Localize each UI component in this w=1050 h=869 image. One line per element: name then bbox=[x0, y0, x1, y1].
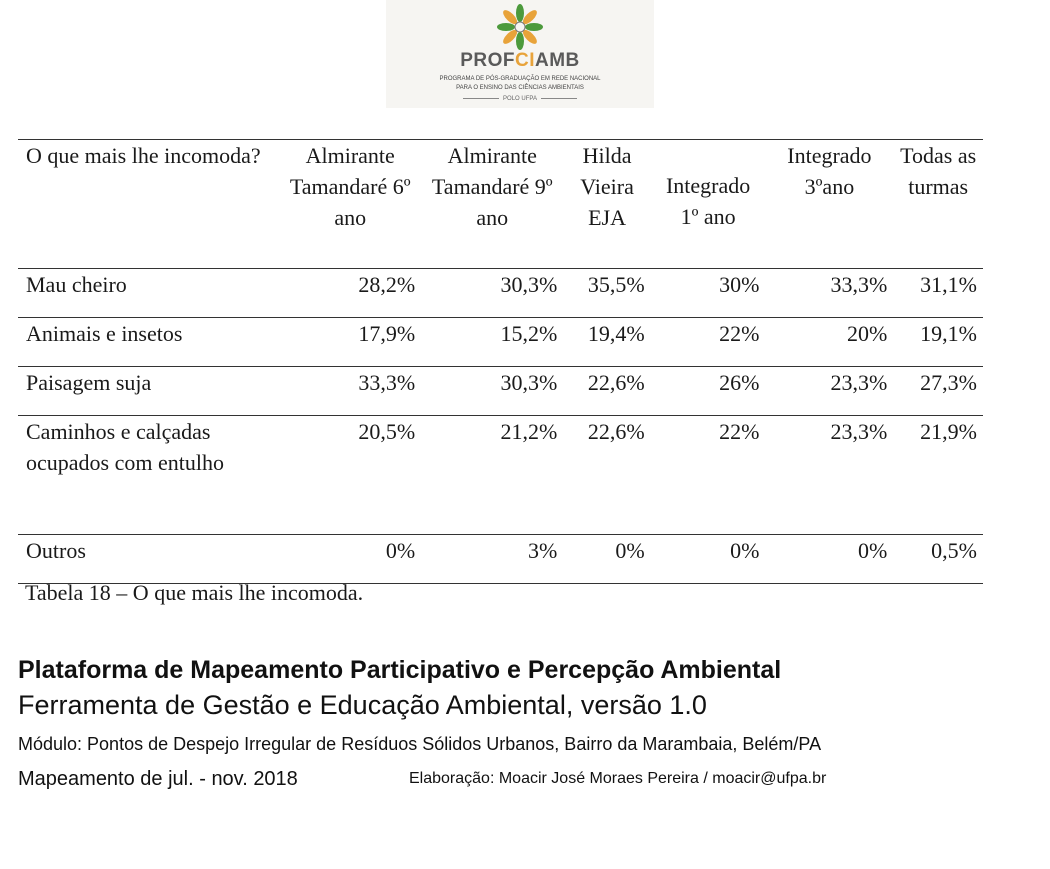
cell-value: 17,9% bbox=[279, 318, 421, 367]
table-row bbox=[18, 318, 983, 367]
cell-value: 33,3% bbox=[765, 269, 893, 318]
logo-wordmark: PROFCIAMB bbox=[460, 50, 580, 71]
row-label: Mau cheiro bbox=[18, 269, 279, 318]
cell-value: 23,3% bbox=[765, 416, 893, 535]
cell-value: 33,3% bbox=[279, 367, 421, 416]
cell-value: 19,4% bbox=[563, 318, 650, 367]
row-label: Caminhos e calçadas ocupados com entulho bbox=[18, 416, 279, 535]
cell-value: 31,1% bbox=[893, 269, 983, 318]
cell-value: 20% bbox=[765, 318, 893, 367]
cell-value: 30% bbox=[651, 269, 766, 318]
cell-value: 23,3% bbox=[765, 367, 893, 416]
cell-value: 22,6% bbox=[563, 416, 650, 535]
header-almirante-9: Almirante Tamandaré 9º ano bbox=[421, 140, 563, 269]
cell-value: 30,3% bbox=[421, 269, 563, 318]
platform-title: Plataforma de Mapeamento Participativo e Percepção Ambiental bbox=[18, 656, 782, 684]
cell-value: 22% bbox=[651, 318, 766, 367]
cell-value: 15,2% bbox=[421, 318, 563, 367]
header-almirante-6: Almirante Tamandaré 6º ano bbox=[279, 140, 421, 269]
row-label: Paisagem suja bbox=[18, 367, 279, 416]
cell-value: 0% bbox=[765, 535, 893, 584]
cell-value: 0% bbox=[651, 535, 766, 584]
survey-table bbox=[18, 139, 983, 584]
table-row bbox=[18, 535, 983, 584]
cell-value: 0% bbox=[563, 535, 650, 584]
table-header-row bbox=[18, 140, 983, 269]
cell-value: 35,5% bbox=[563, 269, 650, 318]
row-label: Outros bbox=[18, 535, 279, 584]
header-todas: Todas as turmas bbox=[893, 140, 983, 269]
logo-polo-line: POLO UFPA bbox=[386, 96, 654, 102]
table-row bbox=[18, 367, 983, 416]
cell-value: 28,2% bbox=[279, 269, 421, 318]
cell-value: 27,3% bbox=[893, 367, 983, 416]
cell-value: 22% bbox=[651, 416, 766, 535]
cell-value: 3% bbox=[421, 535, 563, 584]
cell-value: 22,6% bbox=[563, 367, 650, 416]
logo-program-line-2: PARA O ENSINO DAS CIÊNCIAS AMBIENTAIS bbox=[456, 85, 584, 91]
cell-value: 30,3% bbox=[421, 367, 563, 416]
cell-value: 20,5% bbox=[279, 416, 421, 535]
mapping-period: Mapeamento de jul. - nov. 2018 bbox=[18, 768, 298, 790]
profciamb-logo bbox=[386, 0, 654, 108]
header-integrado-1: Integrado 1º ano bbox=[651, 140, 766, 269]
header-hilda-eja: Hilda Vieira EJA bbox=[563, 140, 650, 269]
cell-value: 21,9% bbox=[893, 416, 983, 535]
header-question: O que mais lhe incomoda? bbox=[18, 140, 279, 269]
cell-value: 21,2% bbox=[421, 416, 563, 535]
table-row bbox=[18, 416, 983, 535]
leaf-emblem-icon bbox=[492, 4, 548, 50]
logo-program-line: PROGRAMA DE PÓS-GRADUAÇÃO EM REDE NACIONAL bbox=[439, 76, 601, 82]
platform-subtitle: Ferramenta de Gestão e Educação Ambiental, versão 1.0 bbox=[18, 690, 707, 720]
cell-value: 0% bbox=[279, 535, 421, 584]
cell-value: 0,5% bbox=[893, 535, 983, 584]
module-line: Módulo: Pontos de Despejo Irregular de Resíduos Sólidos Urbanos, Bairro da Marambaia, Belém/PA bbox=[18, 734, 822, 754]
table-caption: Tabela 18 – O que mais lhe incomoda. bbox=[25, 580, 364, 605]
row-label: Animais e insetos bbox=[18, 318, 279, 367]
table-row bbox=[18, 269, 983, 318]
header-integrado-3: Integrado 3ºano bbox=[765, 140, 893, 269]
cell-value: 26% bbox=[651, 367, 766, 416]
author-credit: Elaboração: Moacir José Moraes Pereira / moacir@ufpa.br bbox=[409, 770, 827, 787]
cell-value: 19,1% bbox=[893, 318, 983, 367]
